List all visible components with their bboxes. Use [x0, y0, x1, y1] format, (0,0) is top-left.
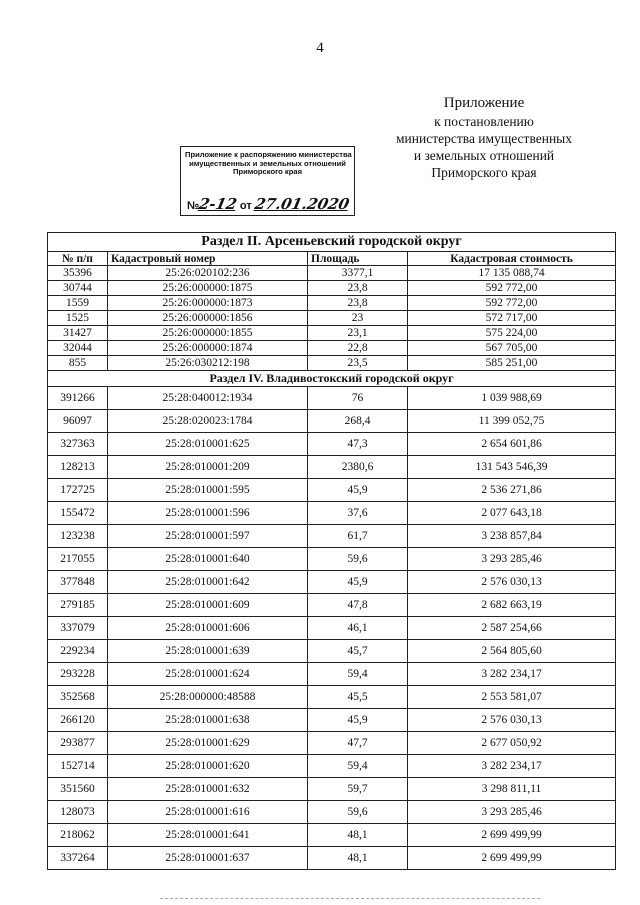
cadastral-value-cell: 2 564 805,60: [408, 640, 616, 663]
table-row: [48, 755, 616, 778]
cadastral-value-cell: 3 293 285,46: [408, 801, 616, 824]
row-index-cell: 351560: [48, 778, 108, 801]
area-cell: 37,6: [308, 502, 408, 525]
cadastral-number-cell: 25:28:010001:596: [108, 502, 308, 525]
area-cell: 59,4: [308, 663, 408, 686]
table-row: [48, 686, 616, 709]
cadastral-number-cell: 25:28:010001:642: [108, 571, 308, 594]
cadastral-value-cell: 3 293 285,46: [408, 548, 616, 571]
cadastral-number-cell: 25:28:010001:620: [108, 755, 308, 778]
column-header: Площадь: [308, 252, 408, 266]
cadastral-value-cell: 2 077 643,18: [408, 502, 616, 525]
cadastral-number-cell: 25:28:010001:209: [108, 456, 308, 479]
cadastral-number-cell: 25:28:000000:48588: [108, 686, 308, 709]
row-index-cell: 1559: [48, 296, 108, 311]
table-row: [48, 594, 616, 617]
table-row: [48, 433, 616, 456]
row-index-cell: 172725: [48, 479, 108, 502]
row-index-cell: 855: [48, 356, 108, 371]
cadastral-number-cell: 25:28:010001:640: [108, 548, 308, 571]
cadastral-value-cell: 592 772,00: [408, 281, 616, 296]
column-header: № п/п: [48, 252, 108, 266]
row-index-cell: 1525: [48, 311, 108, 326]
area-cell: 45,5: [308, 686, 408, 709]
cadastral-number-cell: 25:28:010001:609: [108, 594, 308, 617]
row-index-cell: 35396: [48, 266, 108, 281]
area-cell: 48,1: [308, 824, 408, 847]
stamp-number-row: [187, 195, 351, 214]
area-cell: 45,9: [308, 479, 408, 502]
area-cell: 47,3: [308, 433, 408, 456]
table-body: [48, 233, 616, 870]
cadastral-value-cell: 575 224,00: [408, 326, 616, 341]
row-index-cell: 123238: [48, 525, 108, 548]
table-row: [48, 266, 616, 281]
area-cell: 47,8: [308, 594, 408, 617]
cadastral-number-cell: 25:28:010001:625: [108, 433, 308, 456]
cadastral-number-cell: 25:28:010001:637: [108, 847, 308, 870]
stamp-date-label: от: [239, 200, 252, 213]
area-cell: 23: [308, 311, 408, 326]
area-cell: 59,4: [308, 755, 408, 778]
cadastral-number-cell: 25:28:020023:1784: [108, 410, 308, 433]
cadastral-value-cell: 11 399 052,75: [408, 410, 616, 433]
table-row: [48, 732, 616, 755]
area-cell: 268,4: [308, 410, 408, 433]
stamp-line: Приморского края: [232, 167, 303, 177]
row-index-cell: 30744: [48, 281, 108, 296]
table-header-row: [48, 252, 616, 266]
row-index-cell: 96097: [48, 410, 108, 433]
table-row: [48, 801, 616, 824]
table-row: [48, 847, 616, 870]
table-row: [48, 326, 616, 341]
row-index-cell: 155472: [48, 502, 108, 525]
cadastral-number-cell: 25:28:010001:632: [108, 778, 308, 801]
area-cell: 59,6: [308, 801, 408, 824]
row-index-cell: 279185: [48, 594, 108, 617]
row-index-cell: 31427: [48, 326, 108, 341]
cadastral-value-cell: 585 251,00: [408, 356, 616, 371]
row-index-cell: 377848: [48, 571, 108, 594]
stamp-line: имущественных и земельных отношений: [189, 158, 346, 168]
table-row: [48, 548, 616, 571]
area-cell: 59,6: [308, 548, 408, 571]
cadastral-value-cell: 131 543 546,39: [408, 456, 616, 479]
row-index-cell: 391266: [48, 387, 108, 410]
area-cell: 23,5: [308, 356, 408, 371]
area-cell: 45,9: [308, 709, 408, 732]
area-cell: 45,9: [308, 571, 408, 594]
cadastral-number-cell: 25:28:010001:624: [108, 663, 308, 686]
row-index-cell: 229234: [48, 640, 108, 663]
area-cell: 22,8: [308, 341, 408, 356]
table-row: [48, 502, 616, 525]
cadastral-number-cell: 25:28:010001:641: [108, 824, 308, 847]
appendix-title: Приложение: [443, 95, 525, 111]
area-cell: 23,1: [308, 326, 408, 341]
cadastral-value-cell: 572 717,00: [408, 311, 616, 326]
table-row: [48, 356, 616, 371]
table-row: [48, 709, 616, 732]
area-cell: 47,7: [308, 732, 408, 755]
row-index-cell: 293877: [48, 732, 108, 755]
cadastral-number-cell: 25:28:010001:616: [108, 801, 308, 824]
cadastral-value-cell: 3 282 234,17: [408, 755, 616, 778]
area-cell: 76: [308, 387, 408, 410]
cadastral-number-cell: 25:28:010001:595: [108, 479, 308, 502]
row-index-cell: 266120: [48, 709, 108, 732]
page-number: 4: [316, 40, 324, 56]
row-index-cell: 218062: [48, 824, 108, 847]
stamp-number-value: 2-12: [197, 195, 239, 214]
table-row: [48, 387, 616, 410]
section-title: Раздел IV. Владивостокский городской округ: [48, 371, 616, 387]
cadastral-number-cell: 25:26:000000:1856: [108, 311, 308, 326]
table-row: [48, 778, 616, 801]
row-index-cell: 217055: [48, 548, 108, 571]
table-row: [48, 525, 616, 548]
cadastral-value-cell: 2 699 499,99: [408, 824, 616, 847]
cadastral-value-cell: 2 576 030,13: [408, 709, 616, 732]
registration-stamp: [180, 146, 355, 216]
cadastral-value-cell: 2 682 663,19: [408, 594, 616, 617]
cadastral-value-cell: 3 238 857,84: [408, 525, 616, 548]
cadastral-value-cell: 2 576 030,13: [408, 571, 616, 594]
area-cell: 23,8: [308, 281, 408, 296]
appendix-line: и земельных отношений: [413, 148, 555, 163]
column-header: Кадастровый номер: [108, 252, 308, 266]
section-title-row: [48, 371, 616, 387]
area-cell: 23,8: [308, 296, 408, 311]
cadastral-value-cell: 2 699 499,99: [408, 847, 616, 870]
cadastral-number-cell: 25:28:010001:597: [108, 525, 308, 548]
cadastral-value-cell: 1 039 988,69: [408, 387, 616, 410]
table-row: [48, 663, 616, 686]
stamp-number-label: №: [187, 200, 200, 213]
table-row: [48, 341, 616, 356]
table-row: [48, 571, 616, 594]
row-index-cell: 337264: [48, 847, 108, 870]
table-row: [48, 617, 616, 640]
area-cell: 3377,1: [308, 266, 408, 281]
table-row: [48, 296, 616, 311]
row-index-cell: 152714: [48, 755, 108, 778]
table-row: [48, 456, 616, 479]
row-index-cell: 337079: [48, 617, 108, 640]
table-row: [48, 640, 616, 663]
row-index-cell: 352568: [48, 686, 108, 709]
cadastral-table: [47, 232, 616, 870]
table-row: [48, 311, 616, 326]
cadastral-value-cell: 3 298 811,11: [408, 778, 616, 801]
stamp-date-value: 27.01.2020: [252, 195, 351, 214]
area-cell: 48,1: [308, 847, 408, 870]
cadastral-value-cell: 592 772,00: [408, 296, 616, 311]
appendix-line: министерства имущественных: [396, 131, 572, 146]
area-cell: 45,7: [308, 640, 408, 663]
cadastral-number-cell: 25:26:020102:236: [108, 266, 308, 281]
row-index-cell: 293228: [48, 663, 108, 686]
cadastral-number-cell: 25:26:000000:1874: [108, 341, 308, 356]
section-title: Раздел II. Арсеньевский городской округ: [48, 233, 616, 252]
area-cell: 2380,6: [308, 456, 408, 479]
table-row: [48, 281, 616, 296]
cadastral-number-cell: 25:28:010001:639: [108, 640, 308, 663]
cadastral-value-cell: 567 705,00: [408, 341, 616, 356]
cadastral-number-cell: 25:26:030212:198: [108, 356, 308, 371]
table-row: [48, 824, 616, 847]
section-title-row: [48, 233, 616, 252]
cadastral-value-cell: 2 587 254,66: [408, 617, 616, 640]
area-cell: 46,1: [308, 617, 408, 640]
column-header: Кадастровая стоимость: [408, 252, 616, 266]
cadastral-value-cell: 2 654 601,86: [408, 433, 616, 456]
cadastral-value-cell: 17 135 088,74: [408, 266, 616, 281]
appendix-line: к постановлению: [434, 114, 534, 129]
area-cell: 59,7: [308, 778, 408, 801]
appendix-line: Приморского края: [431, 165, 537, 180]
cadastral-number-cell: 25:28:040012:1934: [108, 387, 308, 410]
cadastral-number-cell: 25:26:000000:1873: [108, 296, 308, 311]
stamp-line: Приложение к распоряжению министерства: [185, 150, 352, 159]
cadastral-value-cell: 2 677 050,92: [408, 732, 616, 755]
row-index-cell: 327363: [48, 433, 108, 456]
cadastral-number-cell: 25:28:010001:629: [108, 732, 308, 755]
cadastral-number-cell: 25:28:010001:638: [108, 709, 308, 732]
row-index-cell: 128213: [48, 456, 108, 479]
page-bottom-rule: [160, 898, 540, 899]
appendix-header: [372, 95, 596, 181]
table-row: [48, 479, 616, 502]
cadastral-value-cell: 2 536 271,86: [408, 479, 616, 502]
cadastral-number-cell: 25:28:010001:606: [108, 617, 308, 640]
row-index-cell: 128073: [48, 801, 108, 824]
table-row: [48, 410, 616, 433]
cadastral-value-cell: 3 282 234,17: [408, 663, 616, 686]
cadastral-number-cell: 25:26:000000:1875: [108, 281, 308, 296]
row-index-cell: 32044: [48, 341, 108, 356]
cadastral-value-cell: 2 553 581,07: [408, 686, 616, 709]
area-cell: 61,7: [308, 525, 408, 548]
cadastral-number-cell: 25:26:000000:1855: [108, 326, 308, 341]
